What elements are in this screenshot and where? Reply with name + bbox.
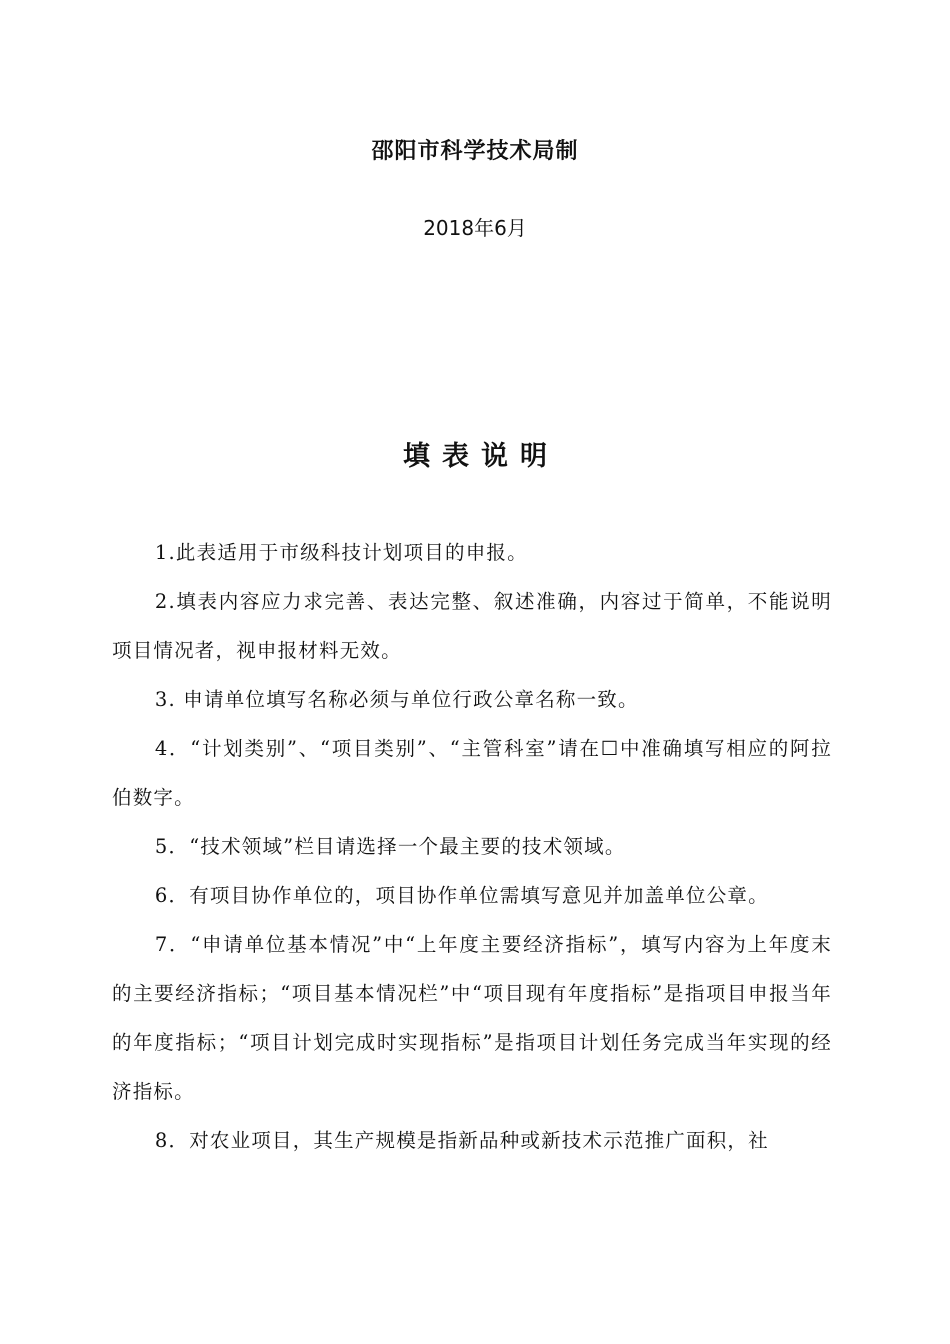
instruction-item-4: 4．“计划类别”、“项目类别”、“主管科室”请在☐中准确填写相应的阿拉伯数字。: [112, 737, 832, 809]
instruction-item-8: 8．对农业项目，其生产规模是指新品种或新技术示范推广面积，社: [154, 1129, 769, 1152]
instruction-item-3: 3. 申请单位填写名称必须与单位行政公章名称一致。: [154, 688, 639, 711]
issuer-line: 邵阳市科学技术局制: [371, 139, 579, 164]
issue-date: 2018年6月: [423, 216, 527, 240]
instruction-item-2: 2.填表内容应力求完善、表达完整、叙述准确，内容过于简单，不能说明项目情况者，视申报材料无效。: [112, 590, 832, 662]
instruction-item-7: 7．“申请单位基本情况”中“上年度主要经济指标”，填写内容为上年度末的主要经济指标；“项目基本情况栏”中“项目现有年度指标”是指项目申报当年的年度指标；“项目计划完成时实现指标”是指项目计划任务完成当年实现的经济指标。: [112, 933, 832, 1103]
instructions-list: [112, 528, 832, 1165]
instruction-item-5: 5．“技术领域”栏目请选择一个最主要的技术领域。: [154, 835, 626, 858]
instruction-item-1: 1.此表适用于市级科技计划项目的申报。: [154, 541, 528, 564]
instruction-item-6: 6．有项目协作单位的，项目协作单位需填写意见并加盖单位公章。: [154, 884, 769, 907]
section-heading: 填表说明: [403, 441, 559, 472]
